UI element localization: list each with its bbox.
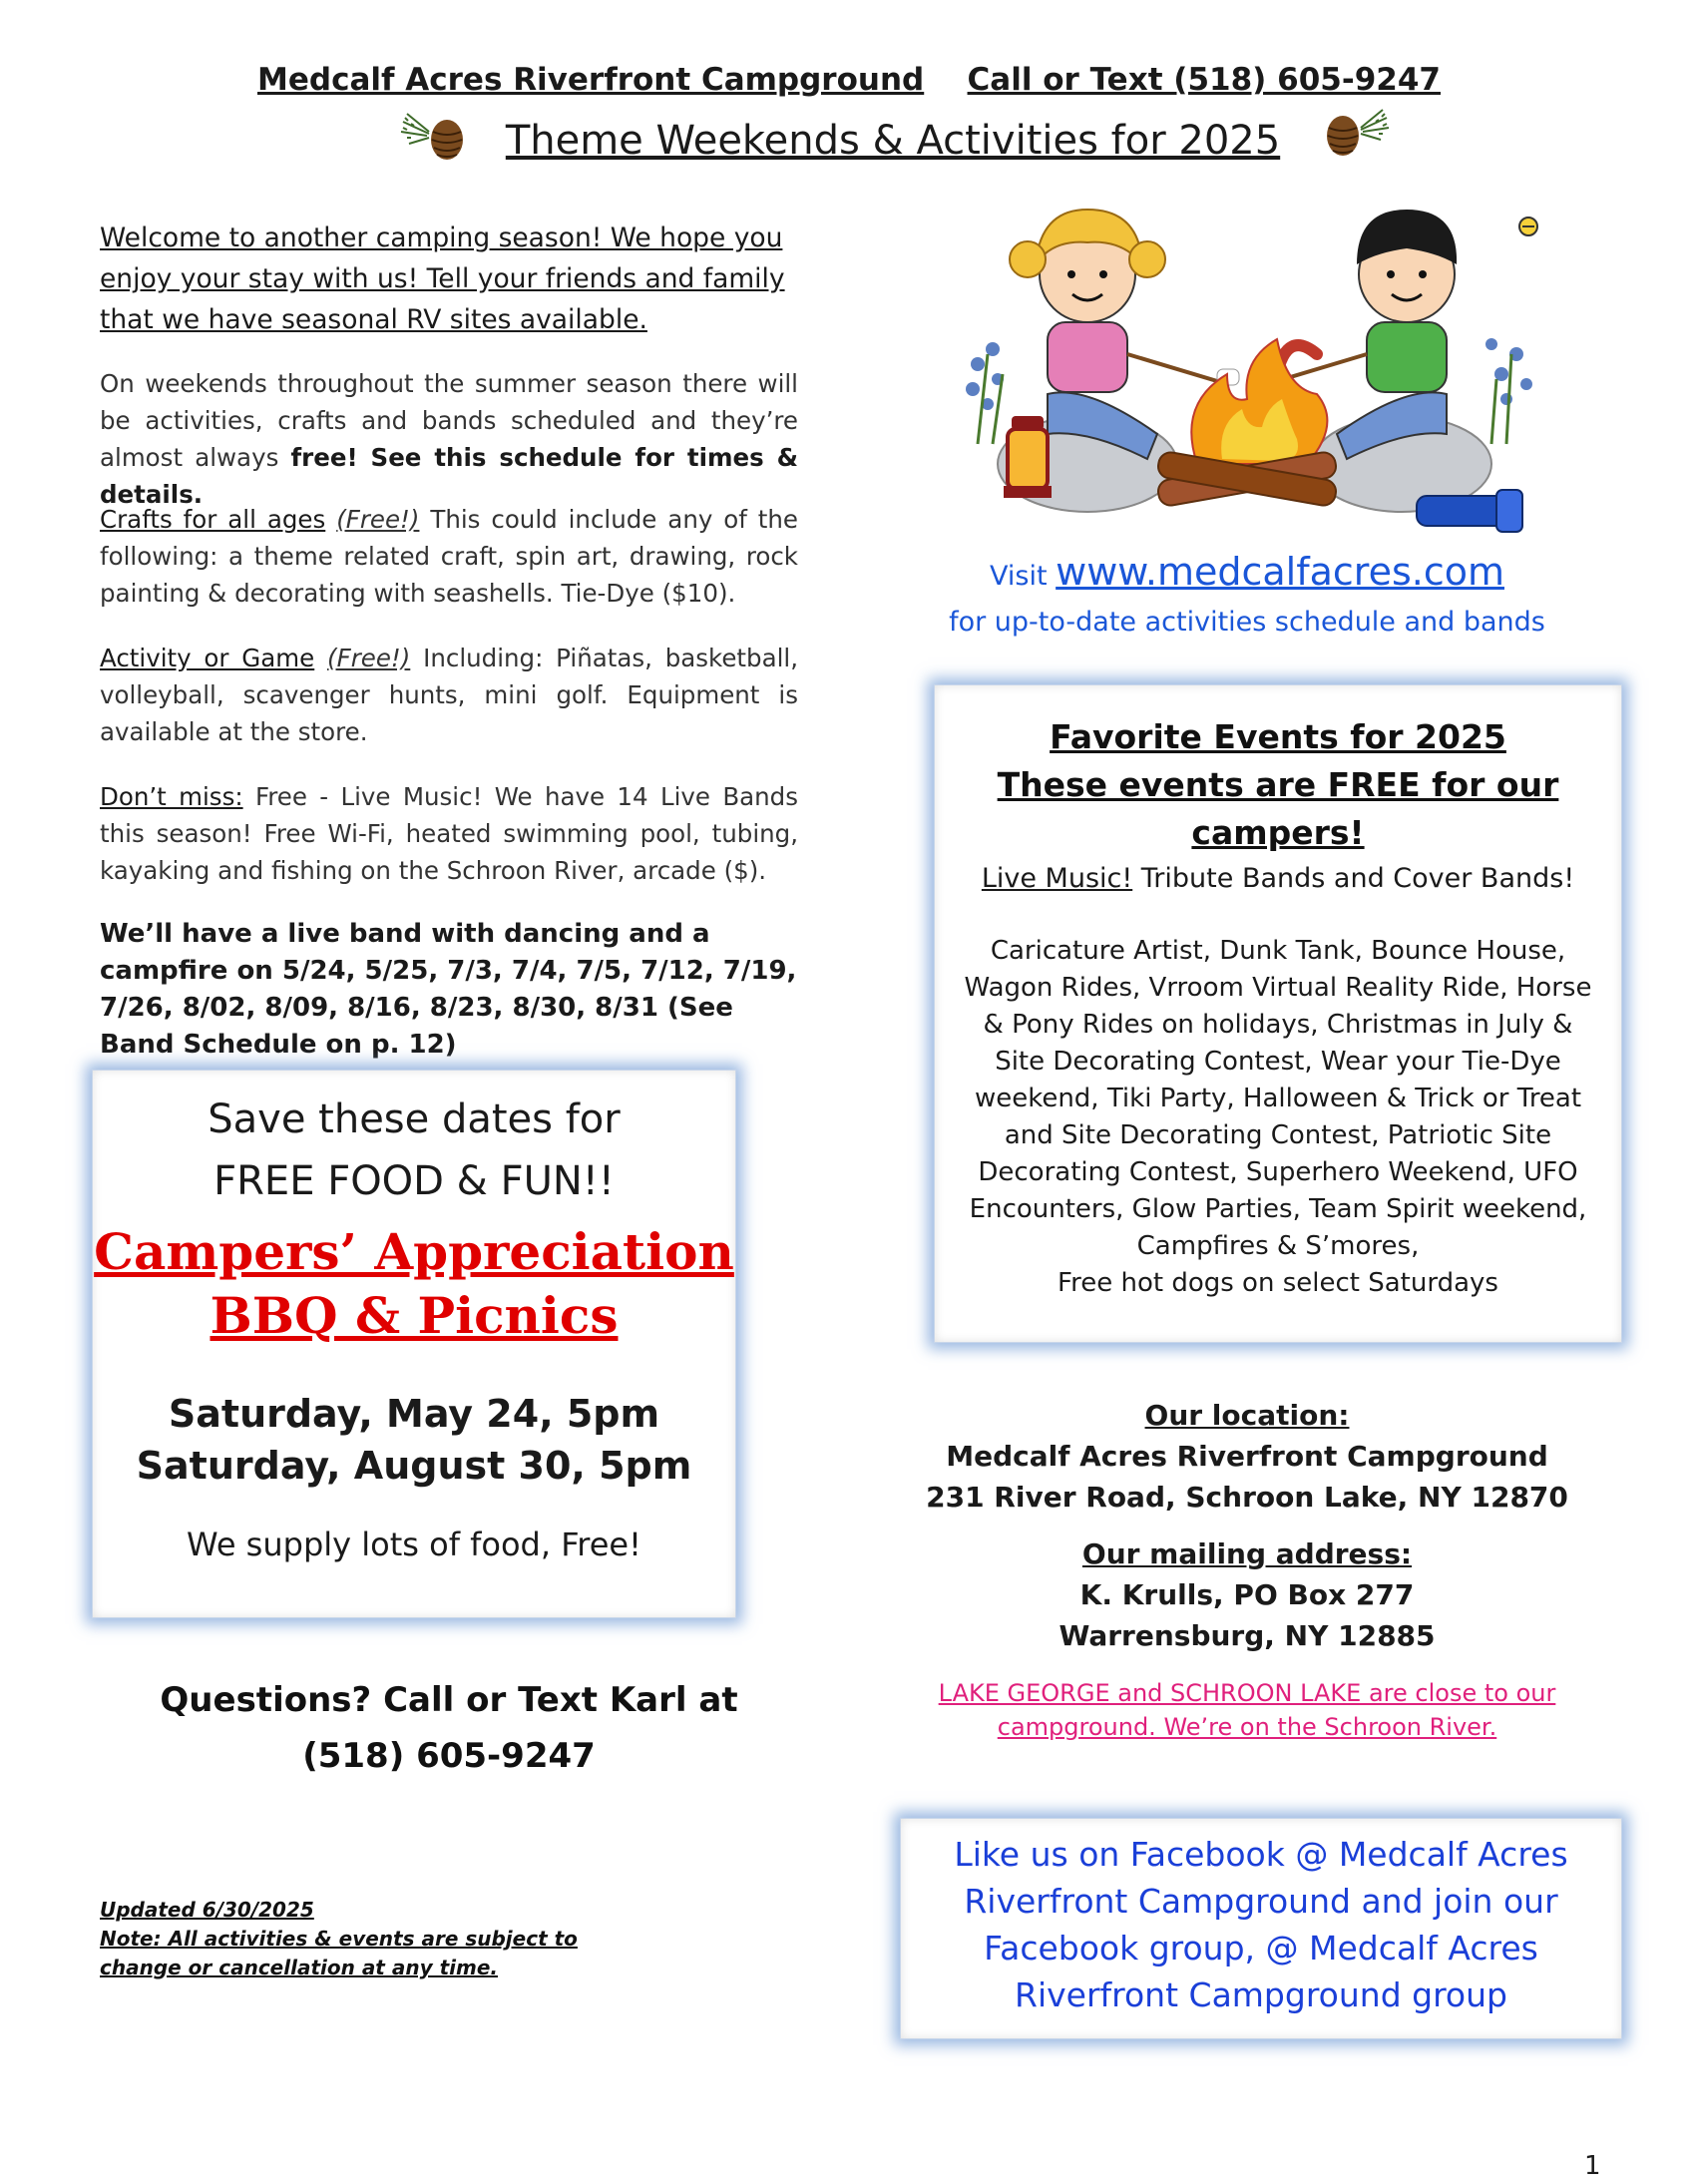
- mailing-line-2: Warrensburg, NY 12885: [1059, 1619, 1436, 1652]
- questions-phone: (518) 605-9247: [302, 1736, 596, 1776]
- weekends-free: free! See this schedule for times & details.: [100, 443, 798, 509]
- crafts-heading: Crafts for all ages: [100, 505, 326, 534]
- favorite-events-box: [934, 684, 1622, 1343]
- live-music-label: Live Music!: [981, 863, 1133, 894]
- bbq-date-2: Saturday, August 30, 5pm: [136, 1444, 692, 1488]
- weekends-paragraph: [100, 365, 798, 513]
- bbq-date-1: Saturday, May 24, 5pm: [168, 1392, 660, 1436]
- campfire-kids-illustration: [948, 205, 1546, 549]
- activity-paragraph: [100, 640, 798, 750]
- updated-note: [100, 1896, 619, 1982]
- favorite-events-title: [955, 713, 1601, 857]
- dont-miss-paragraph: [100, 778, 798, 889]
- location-info: [898, 1395, 1596, 1656]
- crafts-free: (Free!): [336, 505, 420, 534]
- location-address: 231 River Road, Schroon Lake, NY 12870: [926, 1481, 1568, 1514]
- location-name: Medcalf Acres Riverfront Campground: [946, 1440, 1548, 1473]
- mailing-line-1: K. Krulls, PO Box 277: [1079, 1578, 1415, 1611]
- save-line-1: Save these dates for: [208, 1096, 621, 1142]
- mailing-heading: Our mailing address:: [1081, 1537, 1413, 1570]
- live-band-dates: We’ll have a live band with dancing and a campfire on 5/24, 5/25, 7/3, 7/4, 7/5, 7/12, 7/19, 7/26, 8/02, 8/09, 8/16, 8/23, 8/30, 8/31 (See Band Schedule on p. 12): [100, 919, 797, 1060]
- weekends-text: On weekends throughout the summer season there will be activities, crafts and bands scheduled and they’re almost always: [100, 369, 798, 472]
- campground-name: Medcalf Acres Riverfront Campground: [257, 62, 925, 98]
- live-music-rest: Tribute Bands and Cover Bands!: [1132, 863, 1575, 894]
- dont-miss-heading: Don’t miss:: [100, 782, 243, 811]
- header-line: [257, 62, 1441, 98]
- website-link[interactable]: www.medcalfacres.com: [1056, 550, 1504, 594]
- bbq-callout-box: [92, 1070, 736, 1618]
- crafts-text: This could include any of the following: a theme related craft, spin art, drawing, rock painting & decorating with seashells. Tie-Dye ($10).: [100, 505, 799, 608]
- events-list: [957, 933, 1599, 1302]
- visit-suffix: for up-to-date activities schedule and bands: [949, 607, 1545, 638]
- save-line-2: FREE FOOD & FUN!!: [213, 1158, 615, 1204]
- lake-note: LAKE GEORGE and SCHROON LAKE are close to our campground. We’re on the Schroon River.: [938, 1679, 1556, 1741]
- updated-date: Updated 6/30/2025: [100, 1898, 314, 1922]
- activity-heading: Activity or Game: [100, 644, 315, 672]
- favorite-events-heading: Favorite Events for 2025: [1050, 717, 1506, 756]
- bbq-title: [93, 1220, 735, 1348]
- page-number: 1: [1584, 2151, 1601, 2181]
- bbq-food-note: We supply lots of food, Free!: [187, 1526, 641, 1563]
- hotdogs-note: Free hot dogs on select Saturdays: [1058, 1268, 1498, 1298]
- visit-prefix: Visit: [990, 561, 1057, 592]
- visit-line: [898, 549, 1596, 600]
- activity-free: (Free!): [327, 644, 411, 672]
- facebook-box: [900, 1818, 1622, 2039]
- activity-text: Including: Piñatas, basketball, volleyball, scavenger hunts, mini golf. Equipment is available at the store.: [100, 644, 798, 746]
- questions-contact: [100, 1672, 798, 1784]
- pinecone-icon: [1319, 104, 1391, 160]
- page-title: Theme Weekends & Activities for 2025: [505, 118, 1281, 164]
- bbq-title-line-1: Campers’ Appreciation: [94, 1222, 734, 1281]
- live-music-line: [945, 863, 1611, 894]
- dont-miss-text: Free - Live Music! We have 14 Live Bands this season! Free Wi-Fi, heated swimming pool, tubing, kayaking and fishing on the Schroon River, arcade ($).: [100, 782, 798, 885]
- bbq-dates: [93, 1388, 735, 1492]
- bbq-title-line-2: BBQ & Picnics: [210, 1286, 619, 1345]
- contact-phone: Call or Text (518) 605-9247: [967, 62, 1441, 98]
- crafts-paragraph: [100, 501, 798, 612]
- facebook-text: Like us on Facebook @ Medcalf Acres Riverfront Campground and join our Facebook group, @ Medcalf Acres Riverfront Campground group: [954, 1835, 1568, 2014]
- favorite-events-subheading: These events are FREE for our campers!: [997, 765, 1559, 852]
- location-heading: Our location:: [1144, 1399, 1350, 1432]
- events-list-text: Caricature Artist, Dunk Tank, Bounce House, Wagon Rides, Vrroom Virtual Reality Ride, Horse & Pony Rides on holidays, Christmas in July & Site Decorating Contest, Wear your Tie-Dye weekend, Tiki Party, Halloween & Trick or Treat and Site Decorating Contest, Patriotic Site Decorating Contest, Superhero Weekend, UFO Encounters, Glow Parties, Team Spirit weekend, Campfires & S’mores,: [964, 936, 1592, 1261]
- questions-line-1: Questions? Call or Text Karl at: [160, 1680, 738, 1720]
- welcome-message: Welcome to another camping season! We hope you enjoy your stay with us! Tell your friends and family that we have seasonal RV sites available.: [100, 222, 785, 335]
- save-dates-text: [93, 1089, 735, 1212]
- change-disclaimer: Note: All activities & events are subject to change or cancellation at any time.: [100, 1927, 578, 1979]
- website-visit: [898, 549, 1596, 646]
